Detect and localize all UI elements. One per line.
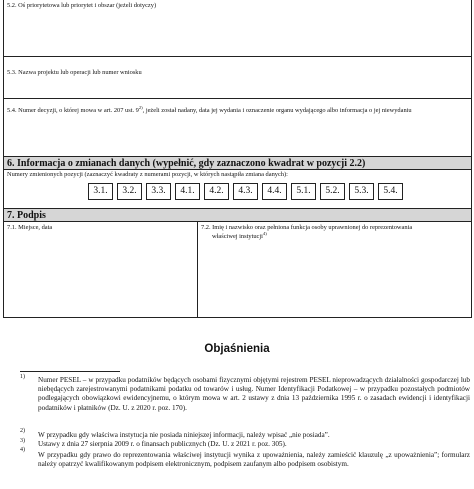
field-5-3[interactable] (4, 57, 471, 99)
position-checkbox-4-2[interactable]: 4.2. (204, 183, 229, 200)
footnote-ref-4: 4) (262, 230, 267, 236)
position-checkbox-5-1[interactable]: 5.1. (291, 183, 316, 200)
position-checkbox-4-4[interactable]: 4.4. (262, 183, 287, 200)
field-7-2[interactable] (198, 222, 471, 317)
field-5-2-label: 5.2. Oś priorytetowa lub priorytet i obszar (jeżeli dotyczy) (7, 2, 157, 9)
section-6-desc: Numery zmienionych pozycji (zaznaczyć kwadraty z numerami pozycji, w których nastąpiła zmiana danych): (7, 171, 288, 178)
section-6-title: 6. Informacja o zmianach danych (wypełnić, gdy zaznaczono kwadrat w pozycji 2.2) (7, 158, 366, 169)
field-5-4-text-a: 5.4. Numer decyzji, o której mowa w art. 207 ust. 9 (7, 107, 139, 114)
footnote-2-number: 2) (20, 428, 25, 434)
footnote-3-number: 3) (20, 438, 25, 444)
section-7-title: 7. Podpis (7, 210, 46, 221)
footnote-3-text: Ustawy z dnia 27 sierpnia 2009 r. o finansach publicznych (Dz. U. z 2021 r. poz. 305). (38, 440, 287, 448)
position-checkbox-3-1[interactable]: 3.1. (88, 183, 113, 200)
footnote-1-number: 1) (20, 374, 25, 380)
section-6-body (4, 170, 471, 209)
form-table (3, 0, 472, 318)
field-5-2[interactable] (4, 0, 471, 57)
field-7-2-label-line2 (198, 230, 471, 242)
position-checkbox-3-3[interactable]: 3.3. (146, 183, 171, 200)
position-checkbox-4-1[interactable]: 4.1. (175, 183, 200, 200)
field-5-4-label (4, 99, 471, 116)
field-7-1[interactable] (4, 222, 198, 317)
field-5-3-label: 5.3. Nazwa projektu lub operacji lub numer wniosku (7, 69, 142, 76)
position-checkbox-5-3[interactable]: 5.3. (349, 183, 374, 200)
footnote-4-number: 4) (20, 447, 25, 453)
footnote-divider (20, 371, 120, 372)
footnote-4-text: W przypadku gdy prawo do reprezentowania właściwej instytucji wynika z upoważnienia, należy zamieścić klauzulę „z upoważnienia”; formularz należy opatrzyć kwalifikowanym podpisem elektronicznym, podpisem zaufanym albo podpisem osobistym. (38, 451, 470, 469)
position-checkbox-4-3[interactable]: 4.3. (233, 183, 258, 200)
footnote-2-text: W przypadku gdy właściwa instytucja nie posiada niniejszej informacji, należy wpisać „nie posiada”. (38, 431, 330, 439)
section-7-header (4, 209, 471, 222)
position-checkbox-5-2[interactable]: 5.2. (320, 183, 345, 200)
footnote-ref-2: 2) (138, 104, 143, 110)
field-7-2-text-b: właściwej instytucji (212, 232, 263, 240)
field-7-1-label: 7.1. Miejsce, data (7, 224, 53, 231)
position-checkboxes (88, 183, 407, 200)
field-5-4[interactable] (4, 99, 471, 157)
section-7-body (4, 222, 471, 318)
position-checkbox-5-4[interactable]: 5.4. (378, 183, 403, 200)
footnote-1-text: Numer PESEL – w przypadku podatników będących osobami fizycznymi objętymi rejestrem PESEL nieprowadzących działalności gospodarczej lub niebędących zarejestrowanymi podatnikami podatku od towarów i usług. Numer Identyfikacji Podatkowej – w przypadku pozostałych podmiotów podlegających obowiązkowi ewidencyjnemu, o którym mowa w art. 2 ustawy z dnia 13 października 1995 r. o zasadach ewidencji i identyfikacji podatników i płatników (Dz. U. z 2020 r. poz. 170). (38, 376, 470, 412)
field-5-4-text-b: , jeżeli został nadany, data jej wydania i oznaczenie organu wydającego albo informacja o jej niewydaniu (142, 107, 412, 114)
explanations-title: Objaśnienia (204, 343, 270, 355)
section-6-header (4, 157, 471, 170)
position-checkbox-3-2[interactable]: 3.2. (117, 183, 142, 200)
field-7-2-label-line1: 7.2. Imię i nazwisko oraz pełniona funkcja osoby uprawnionej do reprezentowania (201, 224, 413, 231)
